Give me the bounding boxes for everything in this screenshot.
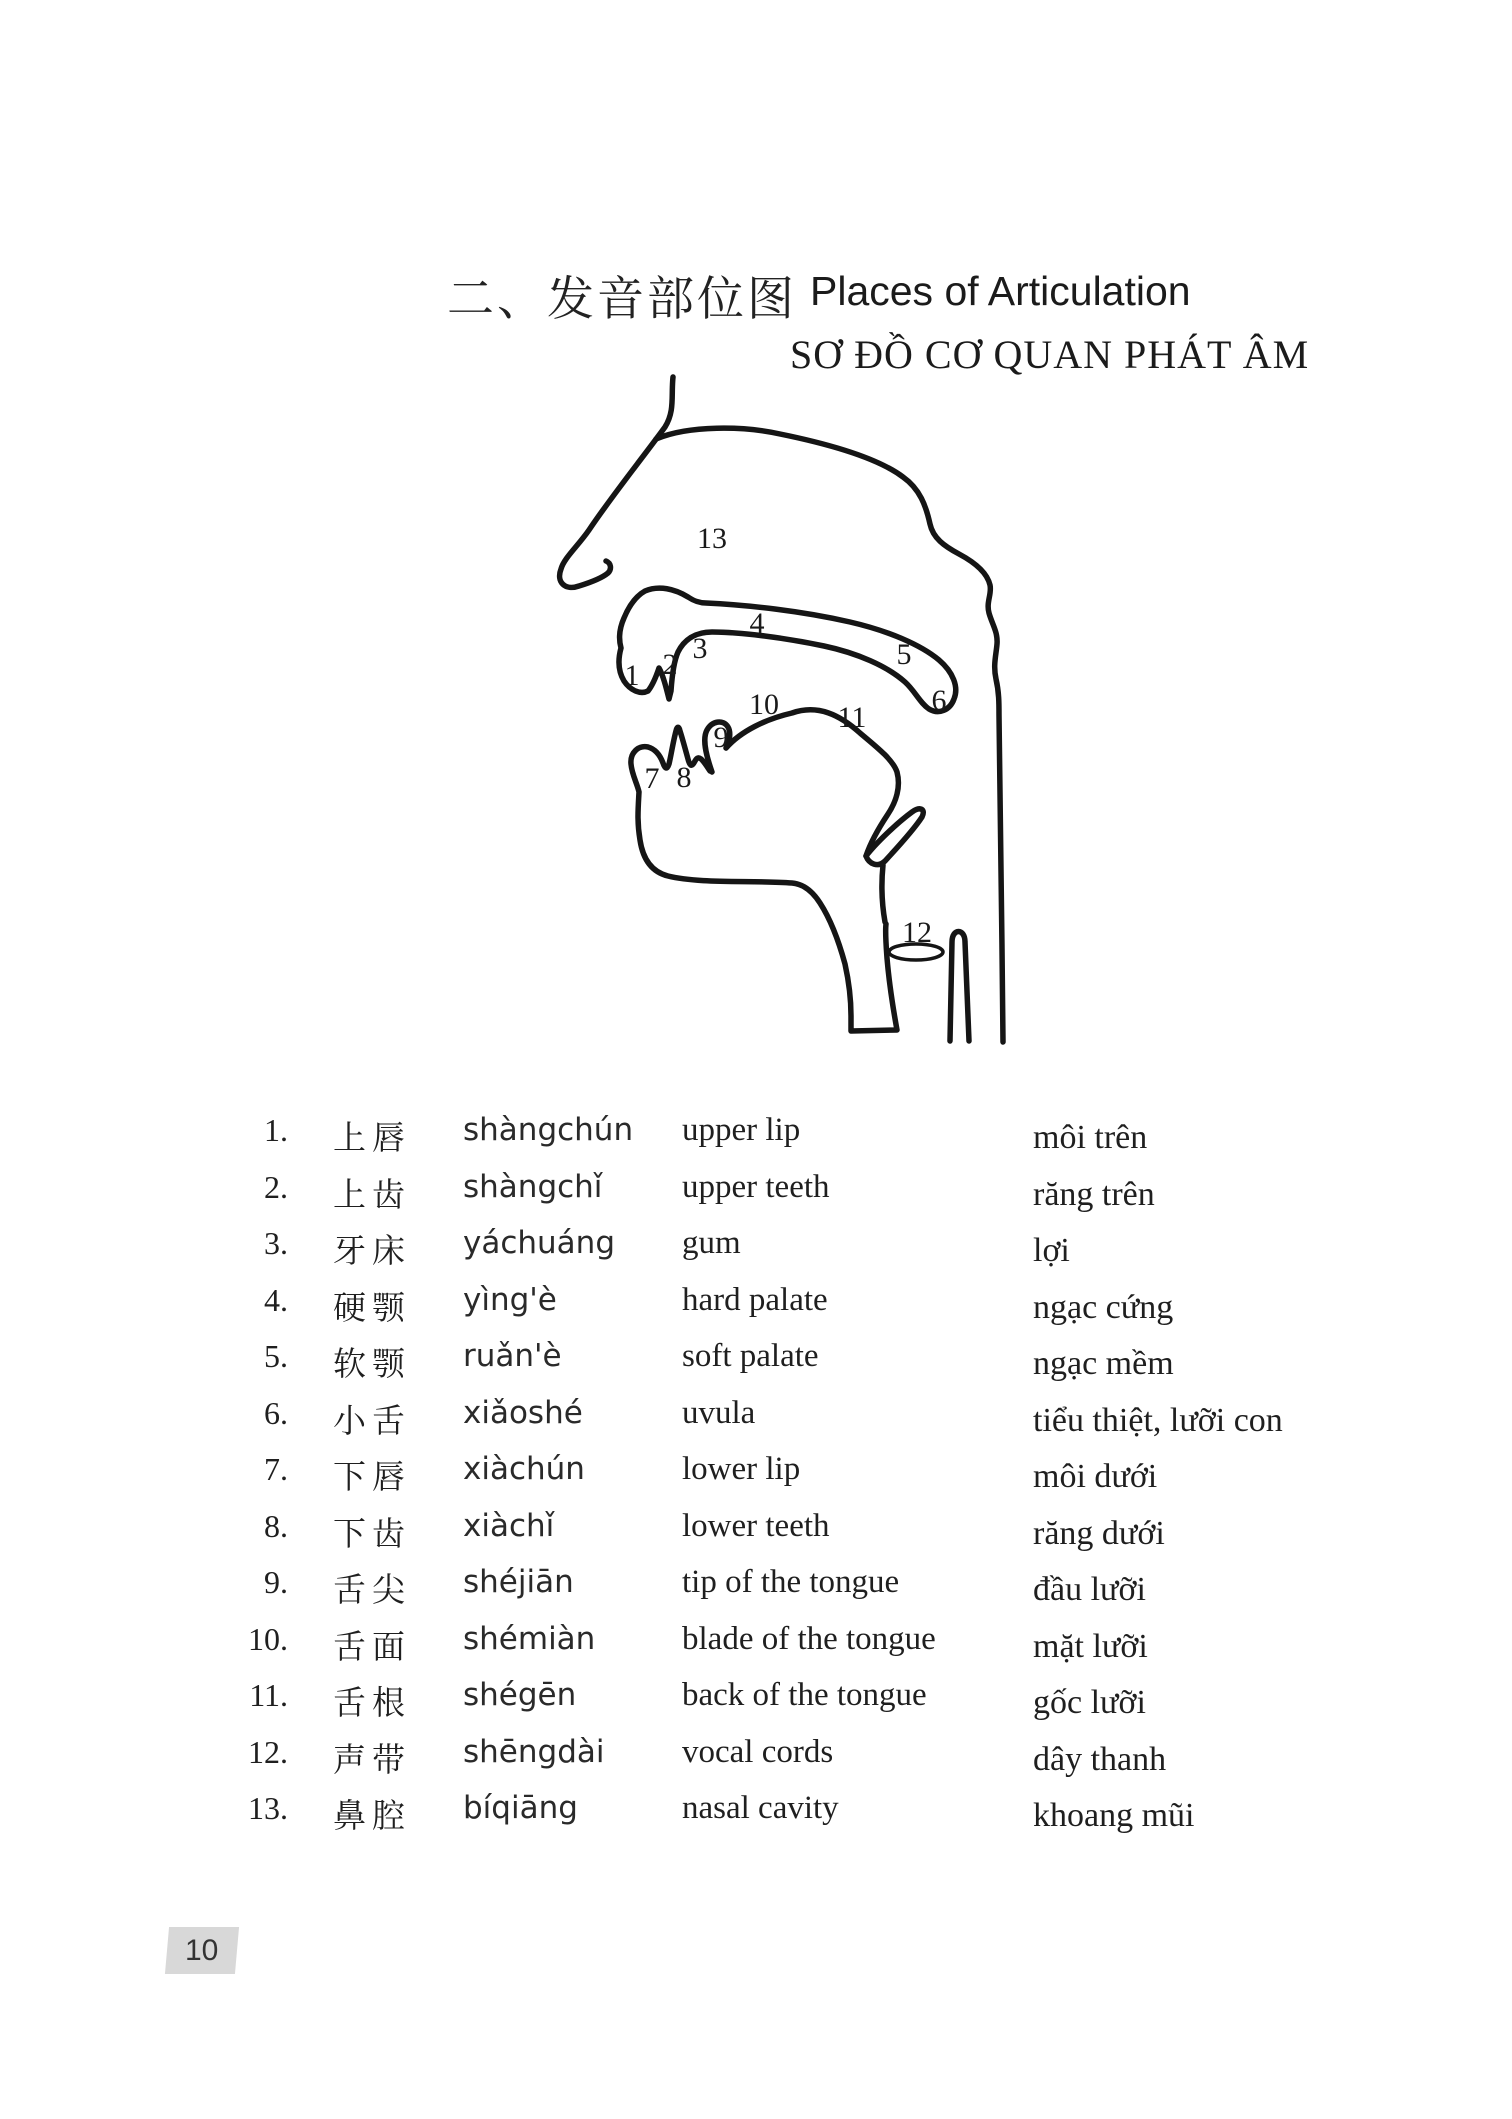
vietnamese-term: răng dưới	[1033, 1514, 1165, 1552]
chinese-term: 下唇	[333, 1460, 411, 1496]
page-title-english: Places of Articulation	[810, 268, 1191, 314]
table-row	[0, 1564, 1512, 1621]
row-number: 9.	[264, 1564, 288, 1600]
english-term: upper teeth	[682, 1168, 830, 1205]
chinese-term: 牙床	[333, 1234, 411, 1270]
chinese-term: 上唇	[333, 1121, 411, 1157]
vietnamese-term: ngạc cứng	[1033, 1288, 1174, 1326]
vietnamese-term: răng trên	[1033, 1175, 1155, 1213]
vietnamese-term: dây thanh	[1033, 1740, 1167, 1778]
row-number: 5.	[264, 1338, 288, 1374]
vietnamese-term: môi dưới	[1033, 1458, 1158, 1495]
diagram-label-4: 4	[749, 607, 765, 640]
diagram-label-10: 10	[749, 688, 779, 721]
diagram-label-12: 12	[902, 916, 932, 949]
articulation-table	[0, 1112, 1512, 1847]
page-title-vietnamese: SƠ ĐỒ CƠ QUAN PHÁT ÂM	[790, 332, 1310, 377]
pinyin-term: yìng'è	[463, 1281, 557, 1318]
pinyin-term: shēngdài	[463, 1733, 605, 1770]
vietnamese-term: môi trên	[1033, 1119, 1148, 1156]
pinyin-term: xiǎoshé	[463, 1394, 583, 1431]
english-term: upper lip	[682, 1112, 801, 1148]
vietnamese-term: gốc lưỡi	[1033, 1684, 1146, 1721]
english-term: gum	[682, 1225, 741, 1261]
pinyin-term: bíqiāng	[463, 1790, 578, 1826]
row-number: 7.	[264, 1451, 288, 1487]
english-term: hard palate	[682, 1281, 828, 1318]
row-number: 10.	[248, 1620, 288, 1657]
pinyin-term: shàngchún	[463, 1112, 634, 1148]
pinyin-term: shégēn	[463, 1677, 577, 1713]
vietnamese-term: lợi	[1033, 1232, 1070, 1269]
page-number: 10	[185, 1933, 219, 1967]
row-number: 8.	[264, 1507, 288, 1544]
diagram-label-8: 8	[676, 761, 692, 794]
table-row	[0, 1225, 1512, 1282]
chinese-term: 鼻腔	[333, 1799, 411, 1835]
table-row	[0, 1451, 1512, 1508]
diagram-label-6: 6	[931, 684, 947, 717]
pinyin-term: ruǎn'è	[463, 1338, 562, 1374]
pinyin-term: shàngchǐ	[463, 1168, 603, 1205]
chinese-term: 声带	[333, 1742, 411, 1779]
pinyin-term: xiàchún	[463, 1451, 585, 1487]
english-term: tip of the tongue	[682, 1564, 900, 1600]
table-row	[0, 1395, 1512, 1452]
diagram-label-9: 9	[713, 721, 729, 754]
english-term: blade of the tongue	[682, 1620, 936, 1657]
english-term: soft palate	[682, 1338, 819, 1374]
table-row	[0, 1734, 1512, 1791]
diagram-label-3: 3	[692, 632, 708, 665]
chinese-term: 下齿	[333, 1516, 411, 1553]
pinyin-term: shéjiān	[463, 1564, 574, 1600]
table-row	[0, 1338, 1512, 1395]
row-number: 2.	[264, 1168, 288, 1205]
lower-jaw-neck-outline	[631, 727, 897, 1031]
row-number: 6.	[264, 1394, 288, 1431]
diagram-label-13: 13	[697, 522, 727, 555]
row-number: 1.	[264, 1112, 288, 1148]
chinese-term: 舌尖	[333, 1573, 411, 1609]
chinese-term: 舌根	[333, 1686, 411, 1722]
chinese-term: 硬颚	[333, 1290, 411, 1327]
pinyin-term: shémiàn	[463, 1620, 596, 1657]
pharynx-front-line	[882, 865, 885, 922]
table-row	[0, 1282, 1512, 1339]
diagram-label-7: 7	[644, 762, 660, 795]
chinese-term: 上齿	[333, 1177, 411, 1214]
tongue-outline	[705, 710, 899, 856]
chinese-term: 软颚	[333, 1347, 411, 1383]
english-term: lower lip	[682, 1451, 801, 1487]
english-term: back of the tongue	[682, 1677, 927, 1713]
page-number-tab	[165, 1927, 239, 1974]
pinyin-term: xiàchǐ	[463, 1507, 555, 1544]
english-term: uvula	[682, 1394, 756, 1431]
table-row	[0, 1790, 1512, 1847]
vietnamese-term: đầu lưỡi	[1033, 1571, 1146, 1608]
chinese-term: 小舌	[333, 1403, 411, 1440]
page-title-chinese: 二、发音部位图	[447, 274, 797, 326]
esophagus-outline	[950, 932, 969, 1042]
english-term: nasal cavity	[682, 1790, 839, 1826]
table-row	[0, 1112, 1512, 1169]
row-number: 3.	[264, 1225, 288, 1261]
chinese-term: 舌面	[333, 1629, 411, 1666]
english-term: lower teeth	[682, 1507, 830, 1544]
row-number: 13.	[248, 1790, 288, 1826]
table-row	[0, 1169, 1512, 1226]
nose-outline	[560, 377, 673, 587]
row-number: 4.	[264, 1281, 288, 1318]
row-number: 11.	[249, 1677, 288, 1713]
diagram-label-1: 1	[624, 659, 640, 692]
vietnamese-term: tiểu thiệt, lưỡi con	[1033, 1401, 1283, 1439]
english-term: vocal cords	[682, 1733, 834, 1770]
vietnamese-term: mặt lưỡi	[1033, 1627, 1148, 1665]
diagram-label-11: 11	[837, 701, 867, 734]
row-number: 12.	[248, 1733, 288, 1770]
pinyin-term: yáchuáng	[463, 1225, 616, 1261]
table-row	[0, 1621, 1512, 1678]
vocal-tract-diagram	[540, 360, 1040, 1060]
vietnamese-term: khoang mũi	[1033, 1797, 1195, 1834]
vietnamese-term: ngạc mềm	[1033, 1345, 1174, 1382]
table-row	[0, 1677, 1512, 1734]
diagram-label-5: 5	[896, 638, 912, 671]
diagram-label-2: 2	[662, 648, 678, 681]
table-row	[0, 1508, 1512, 1565]
